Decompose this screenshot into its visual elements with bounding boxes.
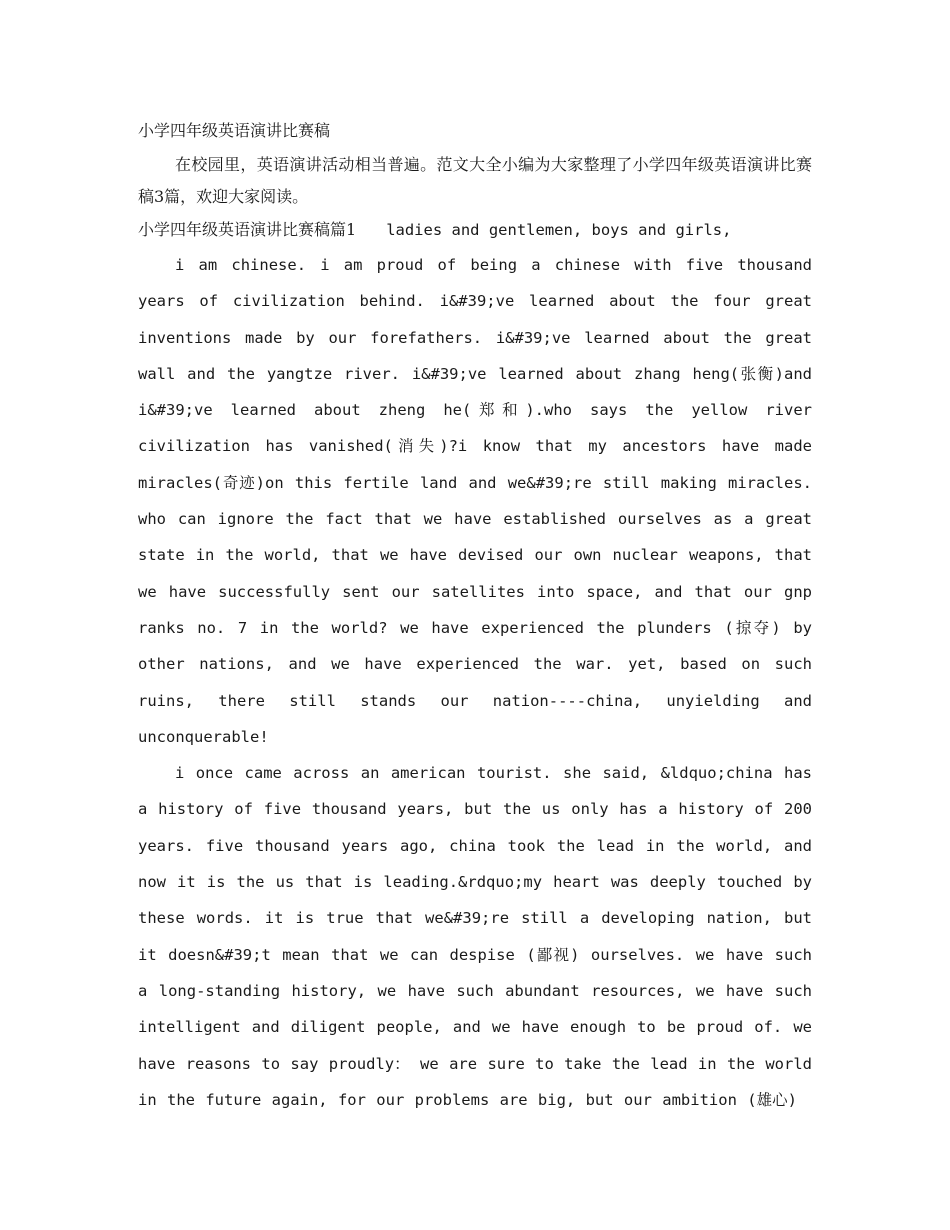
section-heading: 小学四年级英语演讲比赛稿篇1 — [138, 220, 357, 239]
body-paragraph-2: i once came across an american tourist. she said, &ldquo;china has a history of five thousand years, but the us only has a history of 200 years. five thousand years ago, china took the lead in the world, and now it is the us that is leading.&rdquo;my heart was deeply touched by these words. it is true that we&#39;re still a developing nation, but it doesn&#39;t mean that we can despise (鄙视) ourselves. we have such a long-standing history, we have such abundant resources, we have such intelligent and diligent people, and we have enough to be proud of. we have reasons to say proudly： we are sure to take the lead in the world in the future again, for our problems are big, but our ambition (雄心) — [138, 764, 812, 1109]
body-paragraph-1: i am chinese. i am proud of being a chinese with five thousand years of civilization behind. i&#39;ve learned about the four great inventions made by our forefathers. i&#39;ve learned about the great wall and the yangtze river. i&#39;ve learned about zhang heng(张衡)and i&#39;ve learned about zheng he(郑和).who says the yellow river civilization has vanished(消失)?i know that my ancestors have made miracles(奇迹)on this fertile land and we&#39;re still making miracles. who can ignore the fact that we have established ourselves as a great state in the world, that we have devised our own nuclear weapons, that we have successfully sent our satellites into space, and that our gnp ranks no. 7 in the world? we have experienced the plunders (掠夺) by other nations, and we have experienced the war. yet, based on such ruins, there still stands our nation----china, unyielding and unconquerable! — [138, 256, 812, 746]
section-line — [138, 213, 812, 247]
intro-paragraph: 在校园里，英语演讲活动相当普遍。范文大全小编为大家整理了小学四年级英语演讲比赛稿3篇，欢迎大家阅读。 — [138, 155, 812, 206]
document-page — [138, 113, 812, 1118]
greeting: ladies and gentlemen, boys and girls, — [386, 221, 732, 239]
document-title: 小学四年级英语演讲比赛稿 — [138, 121, 331, 140]
